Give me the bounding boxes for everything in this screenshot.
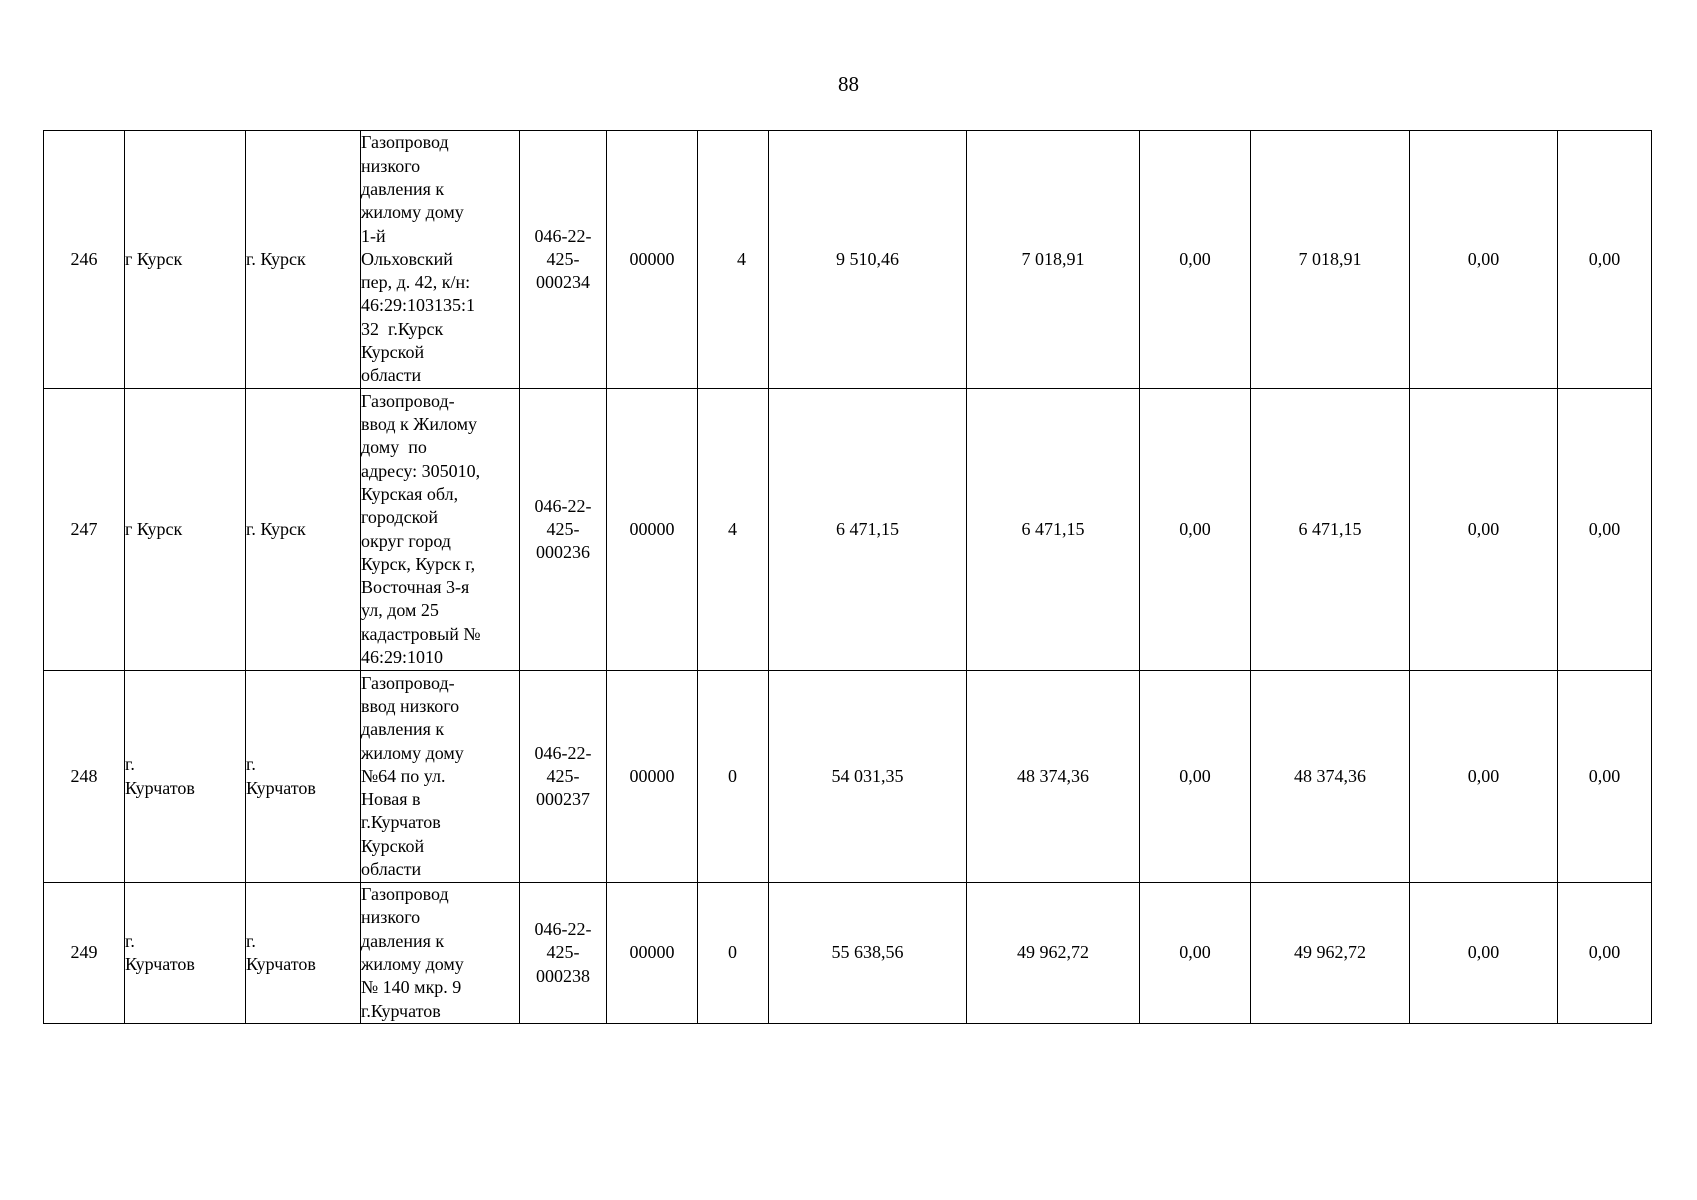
value-cell-1: 9 510,46 xyxy=(769,131,967,389)
value-cell-1: 6 471,15 xyxy=(769,389,967,671)
value-cell-4: 48 374,36 xyxy=(1251,671,1410,883)
table-row xyxy=(44,389,1652,671)
table-row xyxy=(44,131,1652,389)
object-name-cell: Газопровод низкого давления к жилому дому № 140 мкр. 9 г.Курчатов xyxy=(361,883,520,1024)
value-cell-3: 0,00 xyxy=(1140,671,1251,883)
value-cell-2: 6 471,15 xyxy=(967,389,1140,671)
value-cell-5: 0,00 xyxy=(1410,671,1558,883)
code-cell: 00000 xyxy=(607,671,698,883)
value-cell-6: 0,00 xyxy=(1558,389,1652,671)
registry-code-cell: 046-22- 425- 000238 xyxy=(520,883,607,1024)
row-number: 248 xyxy=(44,671,125,883)
value-cell-3: 0,00 xyxy=(1140,131,1251,389)
asset-table xyxy=(43,130,1652,1024)
municipality-cell: г Курск xyxy=(125,389,246,671)
registry-code-cell: 046-22- 425- 000234 xyxy=(520,131,607,389)
table-row xyxy=(44,883,1652,1024)
code-cell: 00000 xyxy=(607,131,698,389)
value-cell-1: 55 638,56 xyxy=(769,883,967,1024)
code-cell: 00000 xyxy=(607,389,698,671)
value-cell-4: 6 471,15 xyxy=(1251,389,1410,671)
municipality-cell: г. Курчатов xyxy=(125,883,246,1024)
page-number: 88 xyxy=(838,72,859,96)
locality-cell: г. Курск xyxy=(246,389,361,671)
value-cell-6: 0,00 xyxy=(1558,131,1652,389)
value-cell-4: 49 962,72 xyxy=(1251,883,1410,1024)
value-cell-2: 7 018,91 xyxy=(967,131,1140,389)
municipality-cell: г Курск xyxy=(125,131,246,389)
value-cell-3: 0,00 xyxy=(1140,389,1251,671)
value-cell-4: 7 018,91 xyxy=(1251,131,1410,389)
value-cell-3: 0,00 xyxy=(1140,883,1251,1024)
value-cell-5: 0,00 xyxy=(1410,883,1558,1024)
locality-cell: г. Курчатов xyxy=(246,883,361,1024)
value-cell-1: 54 031,35 xyxy=(769,671,967,883)
code-cell: 00000 xyxy=(607,883,698,1024)
count-cell: 0 xyxy=(698,671,769,883)
locality-cell: г. Курск xyxy=(246,131,361,389)
count-cell: 0 xyxy=(698,883,769,1024)
count-cell: 4 xyxy=(698,389,769,671)
row-number: 247 xyxy=(44,389,125,671)
count-cell: 4 xyxy=(698,131,769,389)
value-cell-2: 49 962,72 xyxy=(967,883,1140,1024)
value-cell-6: 0,00 xyxy=(1558,671,1652,883)
object-name-cell: Газопровод- ввод к Жилому дому по адресу: 305010, Курская обл, городской округ город Курск, Курск г, Восточная 3-я ул, дом 25 кадастровый № 46:29:1010 xyxy=(361,389,520,671)
registry-code-cell: 046-22- 425- 000237 xyxy=(520,671,607,883)
locality-cell: г. Курчатов xyxy=(246,671,361,883)
value-cell-5: 0,00 xyxy=(1410,131,1558,389)
value-cell-6: 0,00 xyxy=(1558,883,1652,1024)
object-name-cell: Газопровод низкого давления к жилому дому 1-й Ольховский пер, д. 42, к/н: 46:29:103135:1 32 г.Курск Курской области xyxy=(361,131,520,389)
registry-code-cell: 046-22- 425- 000236 xyxy=(520,389,607,671)
value-cell-2: 48 374,36 xyxy=(967,671,1140,883)
table-row xyxy=(44,671,1652,883)
value-cell-5: 0,00 xyxy=(1410,389,1558,671)
row-number: 246 xyxy=(44,131,125,389)
row-number: 249 xyxy=(44,883,125,1024)
object-name-cell: Газопровод- ввод низкого давления к жилому дому №64 по ул. Новая в г.Курчатов Курской области xyxy=(361,671,520,883)
municipality-cell: г. Курчатов xyxy=(125,671,246,883)
